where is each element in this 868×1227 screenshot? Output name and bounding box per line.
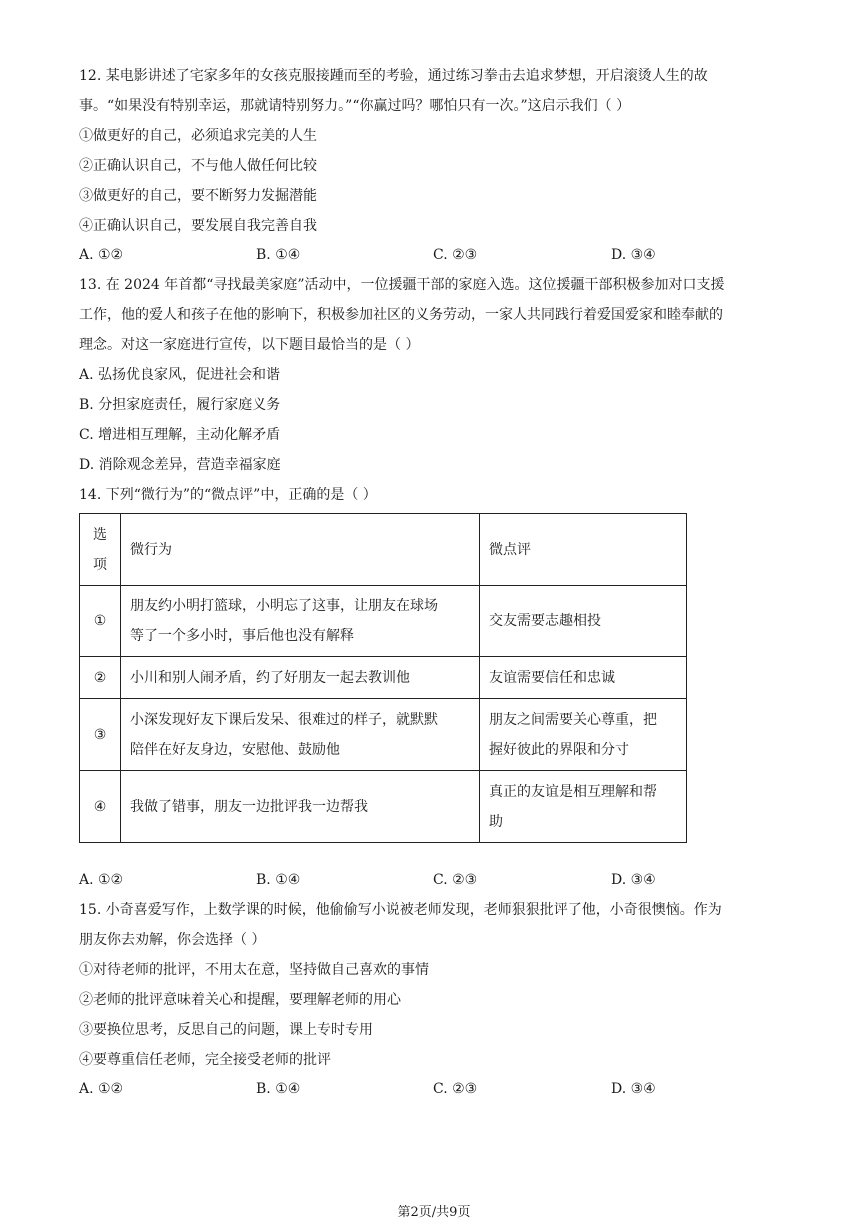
q15-item-3: ③要换位思考，反思自己的问题，课上专时专用 (79, 1022, 373, 1038)
row-comment-line1: 真正的友谊是相互理解和帮 (489, 783, 657, 800)
q15-item-1: ①对待老师的批评，不用太在意，坚持做自己喜欢的事情 (79, 962, 429, 978)
q15-option-c[interactable]: C. ②③ (433, 1081, 478, 1097)
q14-option-b[interactable]: B. ①④ (256, 872, 301, 888)
row-behavior-line2: 等了一个多小时，事后他也没有解释 (130, 628, 354, 644)
row-comment-line1: 友谊需要信任和忠诚 (489, 669, 615, 686)
row-behavior-line1: 小深发现好友下课后发呆、很难过的样子，就默默 (130, 711, 438, 728)
row-behavior-line1: 朋友约小明打篮球，小明忘了这事，让朋友在球场 (130, 598, 438, 614)
q15-options (79, 1079, 779, 1099)
row-comment (480, 657, 687, 699)
q14-stem: 14. 下列“微行为”的“微点评”中，正确的是（ ） (79, 487, 377, 503)
row-comment (480, 771, 687, 843)
row-comment-line1: 交友需要志趣相投 (489, 613, 601, 629)
q15-stem-line2: 朋友你去劝解，你会选择（ ） (79, 932, 266, 948)
q13-stem-line3: 理念。对这一家庭进行宣传，以下题目最恰当的是（ ） (79, 337, 420, 353)
page-number: 第2页/共9页 (397, 1205, 471, 1220)
q15-stem-line1: 15. 小奇喜爱写作，上数学课的时候，他偷偷写小说被老师发现，老师狠狠批评了他，小奇很懊恼。作为 (79, 902, 722, 918)
table-row (80, 586, 687, 657)
q13-stem-line2: 工作，他的爱人和孩子在他的影响下，积极参加社区的义务劳动，一家人共同践行着爱国爱家和睦奉献的 (79, 307, 723, 323)
header-option-line2: 项 (93, 556, 107, 573)
header-comment: 微点评 (480, 514, 687, 586)
q12-option-d[interactable]: D. ③④ (611, 247, 656, 263)
q14-table (79, 513, 687, 843)
q14-options (79, 870, 779, 890)
q12-item-4: ④正确认识自己，要发展自我完善自我 (79, 218, 317, 234)
header-option-line1: 选 (93, 526, 107, 543)
row-behavior-line2: 陪伴在好友身边，安慰他、鼓励他 (130, 741, 340, 758)
q15-option-a[interactable]: A. ①② (79, 1081, 124, 1097)
row-comment (480, 699, 687, 771)
header-option-cell (80, 514, 121, 586)
row-number: ④ (80, 771, 121, 843)
row-behavior-line1: 小川和别人闹矛盾，约了好朋友一起去教训他 (130, 669, 410, 686)
table-header-row (80, 514, 687, 586)
row-comment-line2: 助 (489, 813, 503, 830)
row-comment-line1: 朋友之间需要关心尊重，把 (489, 711, 657, 728)
row-behavior (121, 699, 480, 771)
q14-option-c[interactable]: C. ②③ (433, 872, 478, 888)
row-behavior (121, 771, 480, 843)
q15-option-b[interactable]: B. ①④ (256, 1081, 301, 1097)
q13-choice-b[interactable]: B. 分担家庭责任，履行家庭义务 (79, 397, 281, 413)
q12-stem-line2: 事。“如果没有特别幸运，那就请特别努力。”“你赢过吗？哪怕只有一次。”这启示我们（ ） (79, 98, 631, 114)
table-row (80, 699, 687, 771)
row-number: ① (80, 586, 121, 657)
header-behavior: 微行为 (121, 514, 480, 586)
q13-choice-c[interactable]: C. 增进相互理解，主动化解矛盾 (79, 427, 281, 443)
q13-stem-line1: 13. 在 2024 年首都“寻找最美家庭”活动中，一位援疆干部的家庭入选。这位援疆干部积极参加对口支援 (79, 277, 725, 293)
q12-option-b[interactable]: B. ①④ (256, 247, 301, 263)
q15-option-d[interactable]: D. ③④ (611, 1081, 656, 1097)
q12-item-2: ②正确认识自己，不与他人做任何比较 (79, 158, 317, 174)
q12-options (79, 245, 779, 265)
q12-option-a[interactable]: A. ①② (79, 247, 124, 263)
table-row (80, 657, 687, 699)
q15-item-2: ②老师的批评意味着关心和提醒，要理解老师的用心 (79, 992, 401, 1008)
q12-stem-line1: 12. 某电影讲述了宅家多年的女孩克服接踵而至的考验，通过练习拳击去追求梦想，开启滚烫人生的故 (79, 68, 708, 84)
q13-choice-d[interactable]: D. 消除观念差异，营造幸福家庭 (79, 457, 281, 473)
q15-item-4: ④要尊重信任老师，完全接受老师的批评 (79, 1052, 331, 1068)
q12-item-1: ①做更好的自己，必须追求完美的人生 (79, 128, 317, 144)
table-row (80, 771, 687, 843)
row-comment (480, 586, 687, 657)
row-behavior-line1: 我做了错事，朋友一边批评我一边帮我 (130, 798, 368, 815)
row-number: ③ (80, 699, 121, 771)
q12-item-3: ③做更好的自己，要不断努力发掘潜能 (79, 188, 317, 204)
q13-choice-a[interactable]: A. 弘扬优良家风，促进社会和谐 (79, 367, 281, 383)
q12-option-c[interactable]: C. ②③ (433, 247, 478, 263)
row-number: ② (80, 657, 121, 699)
row-comment-line2: 握好彼此的界限和分寸 (489, 741, 629, 758)
row-behavior (121, 586, 480, 657)
q14-option-d[interactable]: D. ③④ (611, 872, 656, 888)
q14-option-a[interactable]: A. ①② (79, 872, 124, 888)
row-behavior (121, 657, 480, 699)
